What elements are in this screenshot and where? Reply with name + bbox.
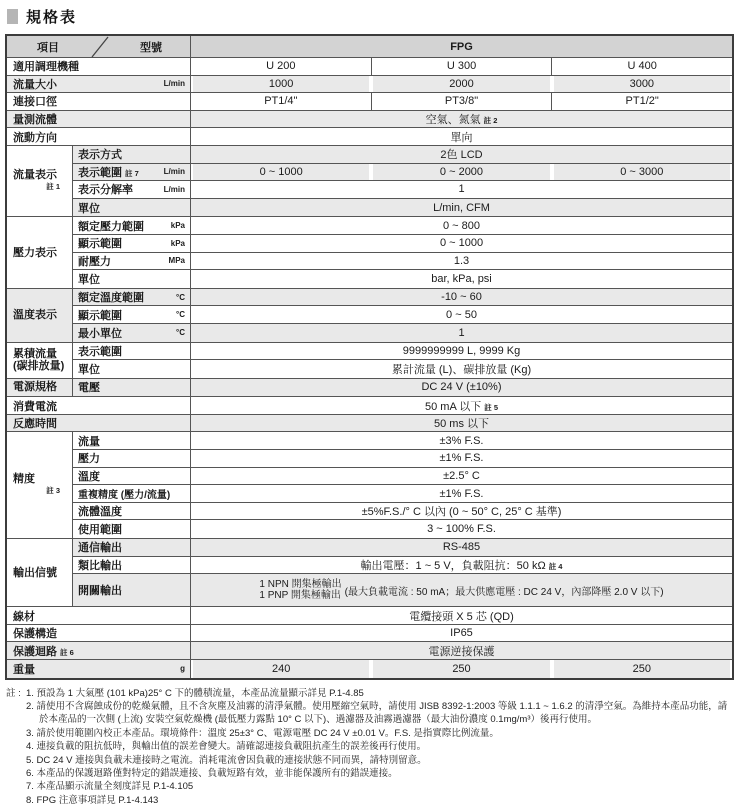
row-value: 3000	[552, 76, 732, 93]
footnotes	[5, 687, 735, 807]
spec-row-resolution	[73, 181, 732, 199]
spec-row-analog-output	[73, 557, 732, 575]
row-label: 使用範圍	[73, 520, 191, 538]
spec-row-rated-temp	[73, 289, 732, 307]
group-label: 溫度表示	[7, 289, 73, 342]
row-value: IP65	[450, 627, 473, 640]
group-label: 累積流量 (碳排放量)	[7, 343, 73, 378]
group-label: 流量表示 註 1	[7, 146, 73, 216]
row-value: 0 ~ 1000	[439, 237, 484, 250]
spec-row-machine	[7, 58, 732, 76]
header-model-label: 型號	[140, 41, 162, 54]
row-value: ±3% F.S.	[439, 434, 484, 447]
row-label: 顯示範圍 °C	[73, 306, 191, 323]
unit-label: MPa	[168, 256, 185, 266]
row-label: 流量	[73, 432, 191, 449]
group-label: 精度 註 3	[7, 432, 73, 538]
row-value: PT1/4"	[264, 95, 298, 108]
unit-label: °C	[176, 310, 185, 320]
row-label: 重複精度 (壓力/流量)	[73, 485, 191, 502]
spec-row-accuracy-flow	[73, 432, 732, 450]
spec-row-current	[7, 397, 732, 415]
row-label: 連接口徑	[7, 93, 191, 110]
group-pressure-display	[7, 217, 732, 288]
footnote-marker: 註 3	[46, 486, 60, 496]
row-label: 表示範圍 註 7 L/min	[73, 164, 191, 181]
unit-label: kPa	[170, 238, 185, 248]
spec-row-accum-range	[73, 343, 732, 361]
row-value: 2000	[371, 76, 551, 93]
spec-row-pressure-unit	[73, 270, 732, 288]
row-label: 開關輸出	[73, 574, 191, 606]
group-output-signal	[7, 539, 732, 607]
spec-row-accum-unit	[73, 360, 732, 378]
row-value	[191, 574, 732, 606]
row-value: DC 24 V (±10%)	[421, 381, 502, 394]
row-value: -10 ~ 60	[441, 291, 482, 304]
switch-output-detail: (最大負載電流 : 50 mA；最大供應電壓 : DC 24 V，內部降壓 2.0 V 以下)	[344, 586, 664, 598]
row-value: ±1% F.S.	[439, 487, 484, 500]
row-value: 空氣、氮氣 註 2	[425, 114, 498, 127]
spec-row-comm-output	[73, 539, 732, 557]
spec-row-accuracy-temp	[73, 468, 732, 486]
unit-label: °C	[176, 328, 185, 338]
group-label: 壓力表示	[7, 217, 73, 287]
unit-label: kPa	[170, 221, 185, 231]
row-label: 表示範圍	[73, 343, 191, 360]
row-value: 1	[458, 183, 465, 196]
group-accumulated-flow	[7, 343, 732, 379]
row-value: 240	[191, 660, 371, 678]
unit-label: L/min	[163, 167, 185, 177]
row-label: 適用調理機種	[7, 58, 191, 75]
row-value: 電纜接頭 X 5 芯 (QD)	[409, 610, 514, 623]
spec-row-voltage	[73, 379, 732, 397]
header-item-model-cell	[7, 36, 191, 57]
row-label: 最小單位 °C	[73, 324, 191, 342]
row-value: 0 ~ 2000	[371, 164, 551, 181]
spec-row-withstand-pressure	[73, 253, 732, 271]
spec-row-fluid	[7, 111, 732, 129]
row-label: 流量大小 L/min	[7, 76, 191, 93]
header-family-cell: FPG	[450, 40, 473, 53]
row-label: 重量 g	[7, 660, 191, 678]
row-label: 單位	[73, 270, 191, 288]
row-label: 電壓	[73, 379, 191, 397]
title-bullet-square	[7, 9, 18, 24]
spec-row-fluid-temp	[73, 503, 732, 521]
spec-table	[5, 34, 734, 680]
spec-row-repeatability	[73, 485, 732, 503]
row-value: 50 mA 以下 註 5	[424, 400, 498, 413]
row-label: 額定壓力範圍 kPa	[73, 217, 191, 234]
row-label: 類比輸出	[73, 557, 191, 574]
row-label: 耐壓力 MPa	[73, 253, 191, 270]
row-label: 保護構造	[7, 625, 191, 642]
footnote-marker: 註 2	[483, 116, 498, 126]
row-label: 顯示範圍 kPa	[73, 235, 191, 252]
spec-row-weight	[7, 660, 732, 678]
spec-row-protection-circuit	[7, 642, 732, 660]
spec-row-usage-range	[73, 520, 732, 538]
row-value: 3 ~ 100% F.S.	[427, 523, 496, 536]
spec-row-port-size	[7, 93, 732, 111]
row-value: 9999999999 L, 9999 Kg	[402, 344, 521, 357]
spec-row-accuracy-pressure	[73, 450, 732, 468]
header-item-label: 項目	[37, 41, 59, 54]
spec-row-rated-pressure	[73, 217, 732, 235]
footnote-marker: 註 6	[60, 647, 74, 657]
row-label: 流體溫度	[73, 503, 191, 520]
row-value: L/min, CFM	[433, 201, 490, 214]
row-label: 表示方式	[73, 146, 191, 163]
page-title-text: 規格表	[26, 8, 78, 26]
row-value: 250	[552, 660, 732, 678]
footnote-marker: 註 1	[46, 182, 60, 192]
footnote-item: 3. 請於使用範圍內校正本產品。環境條件：溫度 25±3° C、電源電壓 DC 24 V ±0.01 V。F.S. 是指實際比例流量。	[26, 727, 499, 739]
footnote-item: 5. DC 24 V 連接與負載未連接時之電流。消耗電流會因負載的連接狀態不同而異，請特別留意。	[26, 754, 427, 766]
spec-row-flow-size	[7, 76, 732, 94]
spec-row-display-range	[73, 164, 732, 182]
row-value-u200: U 200	[266, 60, 296, 73]
unit-label: g	[180, 664, 185, 674]
row-label: 量測流體	[7, 111, 191, 128]
unit-label: °C	[176, 292, 185, 302]
row-label: 保護迴路 註 6	[7, 642, 191, 659]
spec-row-min-unit	[73, 324, 732, 342]
row-value: 2色 LCD	[440, 149, 483, 162]
group-temp-display	[7, 289, 732, 343]
row-value: 0 ~ 800	[442, 219, 480, 232]
row-value: 0 ~ 1000	[191, 164, 371, 181]
row-label: 流動方向	[7, 128, 191, 145]
row-value: 累計流量 (L)、碳排放量 (Kg)	[391, 363, 532, 376]
row-label: 表示分解率 L/min	[73, 181, 191, 198]
spec-row-flow-unit	[73, 199, 732, 217]
footnote-item: 8. FPG 注意事項詳見 P.1-4.143	[26, 794, 159, 806]
row-label: 溫度	[73, 468, 191, 485]
footnote-marker: 註 5	[484, 402, 498, 412]
footnote-item: 7. 本產品顯示流量全刻度詳見 P.1-4.105	[26, 781, 194, 793]
row-value: 1000	[191, 76, 371, 93]
switch-output-types: 1 NPN 開集極輸出 1 PNP 開集極輸出	[259, 579, 342, 602]
row-value: 0 ~ 3000	[552, 164, 732, 181]
row-value: RS-485	[442, 541, 481, 554]
row-value: 輸出電壓：1 ~ 5 V，負載阻抗：50 kΩ 註 4	[360, 559, 563, 572]
spec-row-switch-output	[73, 574, 732, 606]
spec-row-cable	[7, 607, 732, 625]
footnote-item: 2. 請使用不含腐蝕成份的乾燥氣體，且不含灰塵及油霧的清淨氣體。使用壓縮空氣時，請使用 JISB 8392-1:2003 等級 1.1.1 ~ 1.6.2 的清淨空氣。為維持本產品功能，請於本產品的一次側 (上流) 安裝空氣乾燥機 (最低壓力露點 10° C 以下)、過濾器及油霧過濾器（最大油份濃度 0.1mg/m³）後再行使用。	[26, 701, 728, 726]
spec-row-temp-display-range	[73, 306, 732, 324]
row-value: 250	[371, 660, 551, 678]
spec-row-pressure-display-range	[73, 235, 732, 253]
group-accuracy	[7, 432, 732, 539]
table-header-row	[7, 36, 732, 58]
group-flow-display	[7, 146, 732, 217]
unit-label: L/min	[163, 184, 185, 194]
row-label: 額定溫度範圍 °C	[73, 289, 191, 306]
row-label: 線材	[7, 607, 191, 624]
row-label: 消費電流	[7, 397, 191, 414]
row-value: 1	[458, 326, 465, 339]
row-value: ±1% F.S.	[439, 452, 484, 465]
footnote-item: 1. 預設為 1 大氣壓 (101 kPa)25° C 下的體積流量，本產品流量顯示詳見 P.1-4.85	[26, 687, 364, 699]
footnote-list	[26, 687, 735, 807]
row-value: bar, kPa, psi	[431, 272, 492, 285]
footnotes-prefix: 註 :	[6, 687, 21, 699]
row-value-u400: U 400	[551, 58, 732, 75]
row-label: 壓力	[73, 450, 191, 467]
row-label: 單位	[73, 199, 191, 217]
row-value: 50 ms 以下	[433, 418, 489, 431]
spec-row-protection-structure	[7, 625, 732, 643]
row-value: PT1/2"	[551, 93, 732, 110]
spec-row-response-time	[7, 415, 732, 433]
row-label: 單位	[73, 360, 191, 378]
header-diagonal-line	[7, 36, 191, 58]
row-value: 1.3	[453, 254, 470, 267]
spec-row-direction	[7, 128, 732, 146]
group-power-spec	[7, 379, 732, 398]
footnote-marker: 註 4	[548, 561, 563, 571]
row-value: ±5%F.S./° C 以內 (0 ~ 50° C, 25° C 基準)	[361, 506, 562, 519]
group-label: 電源規格	[7, 379, 73, 397]
row-value: 0 ~ 50	[446, 308, 477, 321]
row-label: 反應時間	[7, 415, 191, 432]
footnote-marker: 註 7	[125, 168, 139, 178]
row-label: 通信輸出	[73, 539, 191, 556]
unit-label: L/min	[163, 79, 185, 89]
footnote-item: 4. 連接負載的阻抗低時，與輸出值的誤差會變大。請確認連接負載阻抗產生的誤差後再行使用。	[26, 741, 427, 753]
footnote-item: 6. 本產品的保護迴路僅對特定的錯誤連接、負載短路有效，並非能保護所有的錯誤連接。	[26, 768, 398, 780]
row-value-u300: U 300	[371, 58, 552, 75]
row-value: ±2.5° C	[443, 469, 480, 482]
page-title	[7, 7, 739, 25]
row-value: 單向	[450, 131, 473, 144]
row-value: 電源逆接保護	[428, 645, 495, 658]
group-label: 輸出信號	[7, 539, 73, 606]
spec-row-display-method	[73, 146, 732, 164]
row-value: PT3/8"	[371, 93, 552, 110]
